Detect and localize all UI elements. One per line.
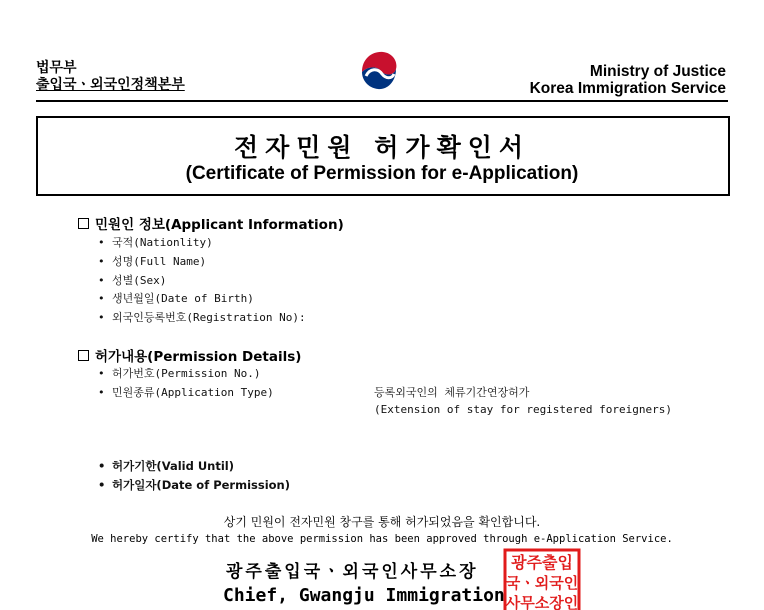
ministry-name-en: Ministry of Justice	[589, 63, 726, 80]
application-type-value-en: (Extension of stay for registered foreigners)	[374, 403, 673, 416]
application-type: • 민원종류(Application Type)	[98, 386, 274, 399]
office-chief-ko: 광주출입국ㆍ외국인사무소장	[226, 562, 479, 582]
applicant-nationality: • 국적(Nationlity)	[98, 236, 213, 249]
applicant-date-of-birth: • 생년월일(Date of Birth)	[98, 292, 254, 305]
svg-text:국ㆍ외국인: 국ㆍ외국인	[505, 574, 579, 592]
official-seal-stamp	[503, 548, 581, 610]
permission-number: • 허가번호(Permission No.)	[98, 367, 261, 380]
header-divider	[36, 100, 728, 102]
office-chief-en: Chief, Gwangju Immigration	[223, 585, 505, 606]
item-label: 국적(Nationlity)	[112, 236, 213, 249]
section-applicant-heading	[78, 213, 344, 233]
svg-text:사무소장인: 사무소장인	[505, 594, 579, 610]
item-label: 허가일자(Date of Permission)	[112, 478, 291, 492]
application-type-value-ko: 등록외국인의 체류기간연장허가	[374, 386, 530, 399]
checkbox-square-icon	[78, 350, 89, 361]
section-heading-text: 허가내용(Permission Details)	[95, 349, 302, 365]
document-title-en: (Certificate of Permission for e-Application)	[185, 163, 579, 184]
taegeuk-emblem-icon	[356, 46, 404, 94]
applicant-registration-no: • 외국인등록번호(Registration No):	[98, 311, 306, 324]
item-label: 허가번호(Permission No.)	[112, 367, 261, 380]
section-permission-heading	[78, 345, 301, 365]
item-label: 외국인등록번호(Registration No):	[112, 311, 306, 324]
certification-statement-ko: 상기 민원이 전자민원 창구를 통해 허가되었음을 확인합니다.	[223, 515, 541, 529]
item-label: 허가기한(Valid Until)	[112, 459, 235, 473]
checkbox-square-icon	[78, 218, 89, 229]
service-name-en: Korea Immigration Service	[529, 80, 726, 97]
issuer-english	[530, 63, 726, 97]
section-heading-text: 민원인 정보(Applicant Information)	[95, 217, 344, 233]
item-label: 민원종류(Application Type)	[112, 386, 274, 399]
svg-text:광주출입: 광주출입	[511, 553, 573, 572]
item-label: 생년월일(Date of Birth)	[112, 292, 254, 305]
document-title-ko: 전자민원 허가확인서	[233, 133, 531, 162]
item-label: 성별(Sex)	[112, 274, 167, 287]
applicant-sex: • 성별(Sex)	[98, 274, 167, 287]
item-label: 성명(Full Name)	[112, 255, 207, 268]
ministry-name-ko: 법무부	[36, 60, 77, 76]
service-name-ko: 출입국ㆍ외국인정책본부	[36, 77, 185, 93]
date-of-permission: • 허가일자(Date of Permission)	[98, 478, 291, 492]
certification-statement-en: We hereby certify that the above permission has been approved through e-Application Service.	[91, 533, 673, 545]
valid-until: • 허가기한(Valid Until)	[98, 459, 235, 473]
applicant-full-name: • 성명(Full Name)	[98, 255, 207, 268]
issuer-korean	[36, 60, 185, 94]
